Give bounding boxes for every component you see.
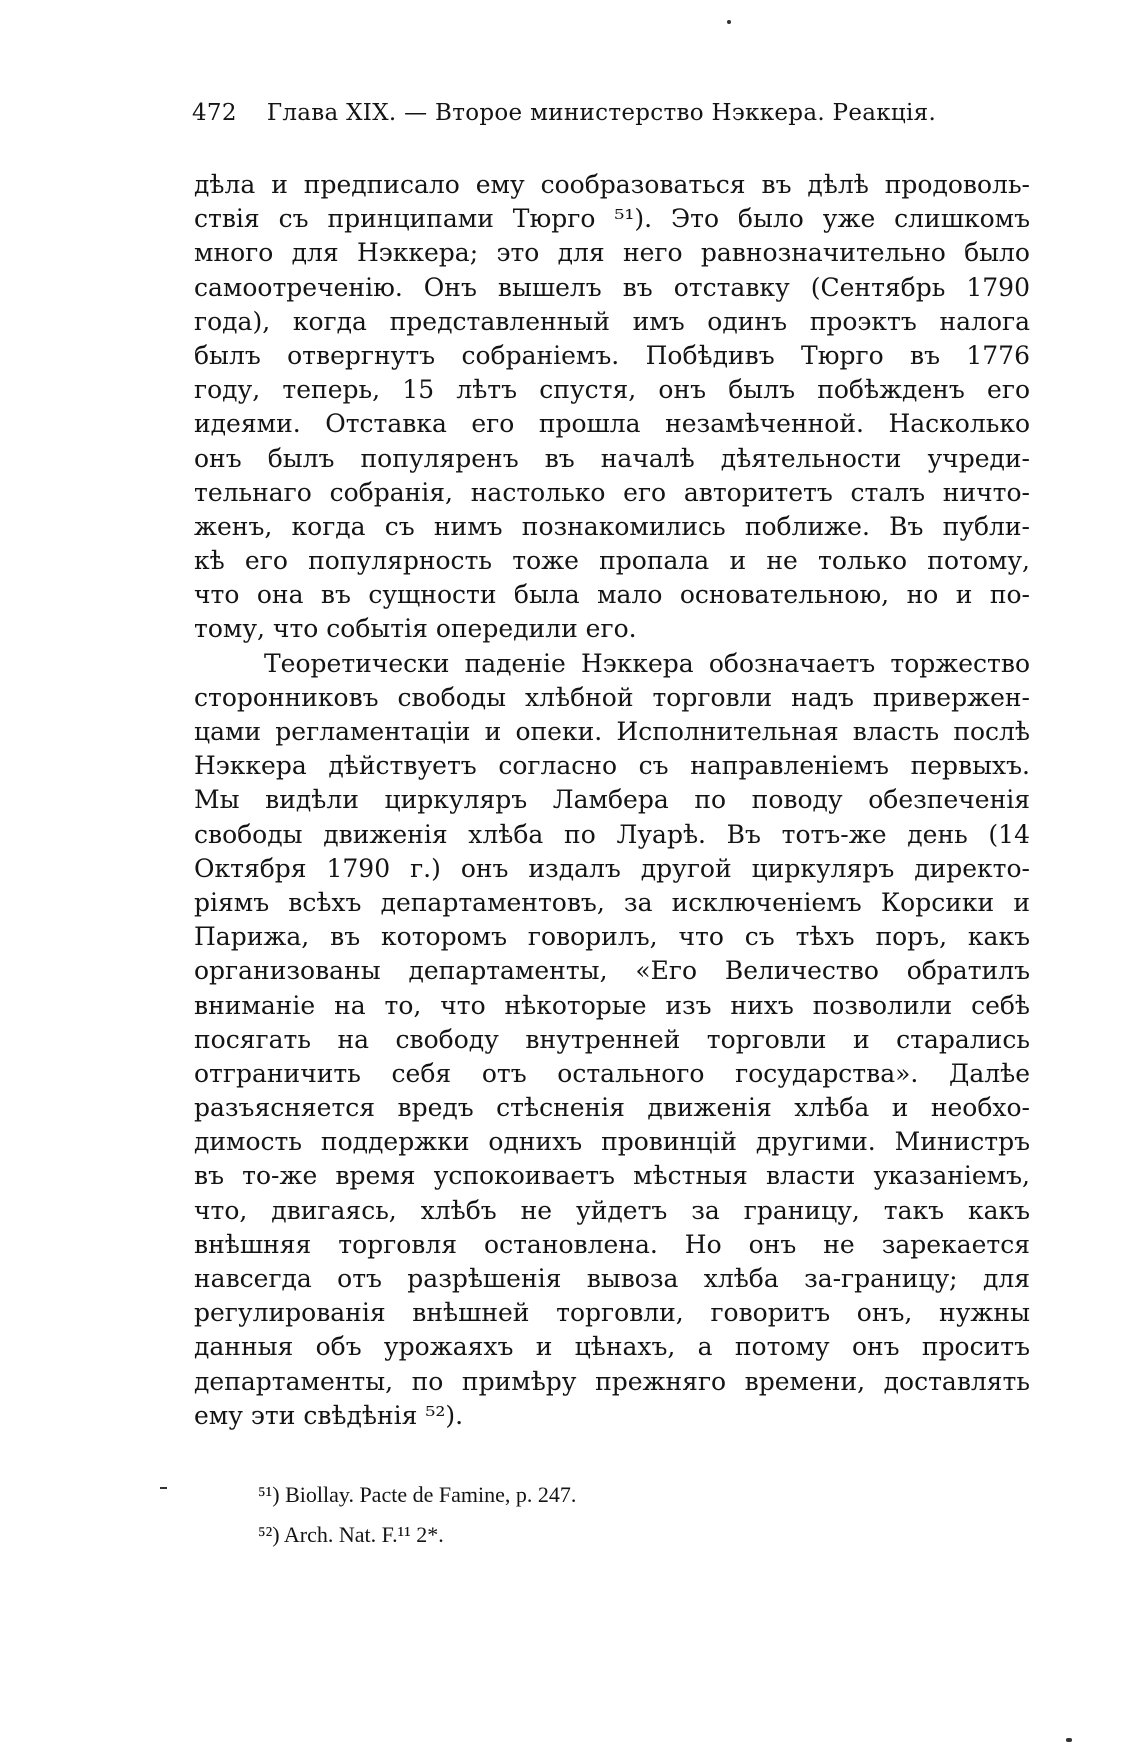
scan-speck bbox=[727, 20, 731, 24]
text-line: тому, что событія опередили его. bbox=[194, 614, 637, 644]
footnote-52: ⁵²) Arch. Nat. F.¹¹ 2*. bbox=[258, 1522, 444, 1547]
paragraph-first-line: Теоретически паденіе Нэккера обозначаетъ торжество bbox=[264, 648, 1030, 678]
text-line: регулированія внѣшней торговли, говоритъ онъ, нужны bbox=[194, 1298, 1030, 1328]
text-line: Октября 1790 г.) онъ издалъ другой циркуляръ директо- bbox=[194, 853, 1030, 883]
text-line: Мы видѣли циркуляръ Ламбера по поводу обезпеченія bbox=[194, 785, 1030, 815]
text-line: женъ, когда съ нимъ познакомились поближе. Въ публи- bbox=[194, 511, 1030, 541]
text-line: самоотреченію. Онъ вышелъ въ отставку (Сентябрь 1790 bbox=[194, 272, 1030, 302]
text-line: Нэккера дѣйствуетъ согласно съ направленіемъ первыхъ. bbox=[194, 751, 1030, 781]
text-line: департаменты, по примѣру прежняго времени, доставлять bbox=[194, 1366, 1030, 1396]
text-line: свободы движенія хлѣба по Луарѣ. Въ тотъ-же день (14 bbox=[194, 819, 1030, 849]
running-title: Глава XIX. — Второе министерство Нэккера. Реакція. bbox=[266, 100, 937, 126]
page-number: 472 bbox=[192, 100, 237, 126]
text-line: посягать на свободу внутренней торговли и старались bbox=[194, 1024, 1030, 1054]
text-line: отграничить себя отъ остального государства». Далѣе bbox=[194, 1058, 1030, 1088]
text-line: тельнаго собранія, настолько его авторитетъ сталъ ничто- bbox=[194, 477, 1030, 507]
text-line: году, теперь, 15 лѣтъ спустя, онъ былъ побѣжденъ его bbox=[194, 375, 1030, 405]
text-line: онъ былъ популяренъ въ началѣ дѣятельности учреди- bbox=[194, 443, 1030, 473]
body-text bbox=[194, 168, 1030, 1433]
text-line: ріямъ всѣхъ департаментовъ, за исключеніемъ Корсики и bbox=[194, 887, 1030, 917]
text-line: разъясняется вредъ стѣсненія движенія хлѣба и необхо- bbox=[194, 1093, 1030, 1123]
text-line: былъ отвергнутъ собраніемъ. Побѣдивъ Тюрго въ 1776 bbox=[194, 340, 1030, 370]
text-line: много для Нэккера; это для него равнозначительно было bbox=[194, 238, 1030, 268]
text-line: ствія съ принципами Тюрго ⁵¹). Это было уже слишкомъ bbox=[194, 204, 1030, 234]
footnote-51: ⁵¹) Biollay. Pacte de Famine, p. 247. bbox=[258, 1482, 577, 1507]
text-line: года), когда представленный имъ одинъ проэктъ налога bbox=[194, 306, 1030, 336]
text-line: цами регламентаціи и опеки. Исполнительная власть послѣ bbox=[194, 717, 1030, 746]
text-line: внѣшняя торговля остановлена. Но онъ не зарекается bbox=[194, 1229, 1030, 1259]
text-line: Парижа, въ которомъ говорилъ, что съ тѣхъ поръ, какъ bbox=[194, 922, 1030, 952]
text-line: въ то-же время успокоиваетъ мѣстныя власти указаніемъ, bbox=[194, 1161, 1030, 1191]
text-line: данныя объ урожаяхъ и цѣнахъ, а потому онъ проситъ bbox=[194, 1332, 1030, 1362]
text-line: димость поддержки однихъ провинцій другими. Министръ bbox=[194, 1127, 1030, 1157]
text-line: организованы департаменты, «Его Величество обратилъ bbox=[194, 956, 1030, 986]
text-line: идеями. Отставка его прошла незамѣченной. Насколько bbox=[194, 409, 1030, 439]
text-line: что, двигаясь, хлѣбъ не уйдетъ за границу, такъ какъ bbox=[194, 1195, 1030, 1225]
text-line: кѣ его популярность тоже пропала и не только потому, bbox=[194, 546, 1030, 576]
scan-mark bbox=[160, 1487, 167, 1489]
footnotes bbox=[258, 1475, 958, 1555]
text-line: ему эти свѣдѣнія ⁵²). bbox=[194, 1400, 464, 1430]
running-header bbox=[192, 100, 1032, 126]
text-line: сторонниковъ свободы хлѣбной торговли надъ привержен- bbox=[194, 682, 1030, 712]
text-line: навсегда отъ разрѣшенія вывоза хлѣба за-границу; для bbox=[194, 1264, 1030, 1293]
text-line: что она въ сущности была мало основательною, но и по- bbox=[194, 580, 1030, 610]
text-line: дѣла и предписало ему сообразоваться въ дѣлѣ продоволь- bbox=[194, 170, 1030, 199]
text-line: вниманіе на то, что нѣкоторые изъ нихъ позволили себѣ bbox=[194, 990, 1030, 1020]
scan-speck bbox=[1066, 1738, 1072, 1742]
